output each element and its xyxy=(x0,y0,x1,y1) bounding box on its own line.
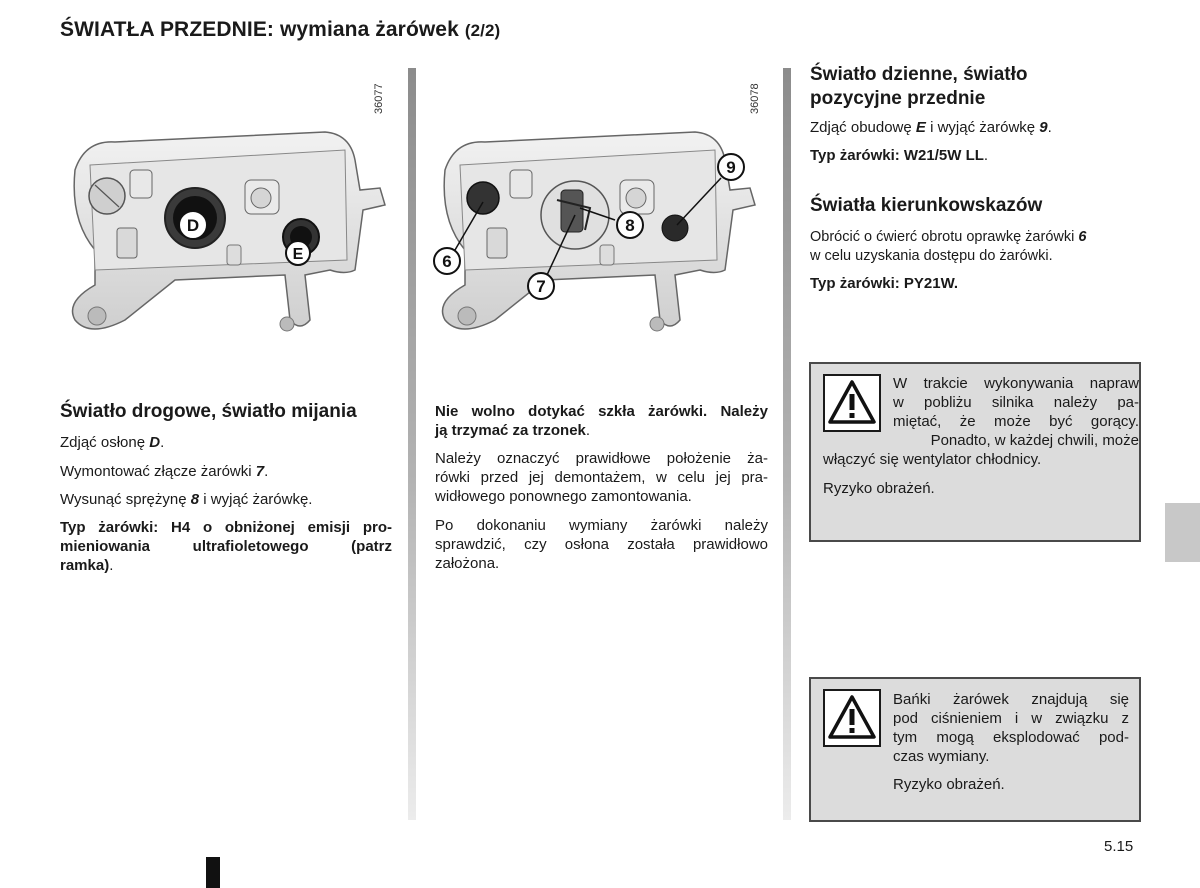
warning-2-risk: Ryzyko obrażeń. xyxy=(893,776,1005,793)
warning-1-line-2: w pobliżu silnika należy pa- xyxy=(893,394,1139,411)
bulb-type-py21w: Typ żarówki: PY21W. xyxy=(810,275,959,292)
instruction-remove-housing: Zdjąć obudowę E i wyjąć żarówkę 9. xyxy=(810,119,1052,136)
bulb-type-w21: Typ żarówki: W21/5W LL. xyxy=(810,147,989,164)
warning-2-line-4: czas wymiany. xyxy=(893,748,990,765)
warning-triangle-icon xyxy=(823,689,881,747)
headlamp-figure-1 xyxy=(55,70,400,360)
warning-box-pressurized-bulbs xyxy=(809,677,1141,822)
page-title xyxy=(60,18,500,42)
callout-6: 6 xyxy=(442,252,452,271)
warning-2-line-2: pod ciśnieniem i w związku z xyxy=(893,710,1129,727)
callout-9: 9 xyxy=(726,158,736,177)
callout-d: D xyxy=(186,216,200,235)
warning-box-hot-engine xyxy=(809,362,1141,542)
do-not-touch-glass-note: Nie wolno dotykać szkła żarówki. Należy ją trzymać za trzonek. xyxy=(435,403,768,439)
section-heading-daytime-position: Światło dzienne, światło pozycyjne przednie xyxy=(810,64,1028,109)
mark-bulb-position-paragraph: Należy oznaczyć prawidłowe położenie ża- rówki przed jej demontażem, w celu jej pra- widłowego ponownego zamontowania. xyxy=(435,450,768,505)
chapter-tab xyxy=(1165,503,1200,562)
warning-1-line-1: W trakcie wykonywania napraw xyxy=(893,375,1139,392)
warning-triangle-icon xyxy=(823,374,881,432)
column-divider-right xyxy=(783,68,791,820)
warning-1-line-4: Ponadto, w każdej chwili, może xyxy=(930,432,1139,449)
callout-7: 7 xyxy=(536,277,546,296)
callout-e: E xyxy=(292,246,304,263)
warning-1-risk: Ryzyko obrażeń. xyxy=(823,480,935,497)
instruction-rotate-holder: Obrócić o ćwierć obrotu oprawkę żarówki 6 w celu uzyskania dostępu do żarówki. xyxy=(810,229,1087,264)
figure-number: 36077 xyxy=(373,83,385,114)
check-cover-paragraph: Po dokonaniu wymiany żarówki należy sprawdzić, czy osłona została prawidłowo założona. xyxy=(435,517,768,572)
warning-2-line-3: tym mogą eksplodować pod- xyxy=(893,729,1129,746)
callout-8: 8 xyxy=(625,216,635,235)
warning-1-line-5: włączyć się wentylator chłodnicy. xyxy=(823,451,1042,468)
section-heading-high-low-beam: Światło drogowe, światło mijania xyxy=(60,401,357,422)
section-heading-indicators: Światła kierunkowskazów xyxy=(810,195,1043,216)
bulb-type-h4: Typ żarówki: H4 o obniżonej emisji pro- mieniowania ultrafioletowego (patrz ramka). xyxy=(60,519,392,574)
headlamp-rear-illustration-2 xyxy=(425,70,780,360)
warning-1-line-3: miętać, że może być gorący. xyxy=(893,413,1139,430)
page-title-main: ŚWIATŁA PRZEDNIE: wymiana żarówek xyxy=(60,18,459,41)
instruction-remove-connector: Wymontować złącze żarówki 7. xyxy=(60,463,269,480)
figure-number: 36078 xyxy=(749,83,761,114)
instruction-remove-cover: Zdjąć osłonę D. xyxy=(60,434,165,451)
page-edge-marker xyxy=(206,857,220,888)
column-divider-left xyxy=(408,68,416,820)
headlamp-rear-illustration-1 xyxy=(55,70,400,360)
warning-2-line-1: Bańki żarówek znajdują się xyxy=(893,691,1129,708)
page-title-part: (2/2) xyxy=(464,21,501,40)
instruction-remove-spring: Wysunąć sprężynę 8 i wyjąć żarówkę. xyxy=(60,491,313,508)
page-number: 5.15 xyxy=(1104,838,1134,855)
headlamp-figure-2 xyxy=(425,70,780,360)
